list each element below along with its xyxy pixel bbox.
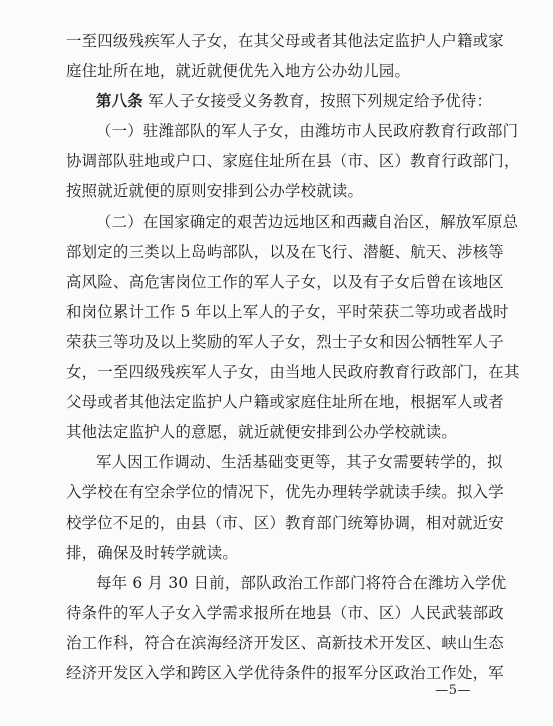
text-line (0, 207, 553, 237)
line-text: 父母或者其他法定监护人户籍或家庭住址所在地，根据军人或者 (66, 393, 504, 412)
line-text: 按照就近就便的原则安排到公办学校就读。 (66, 182, 364, 201)
text-line (0, 447, 553, 477)
text-line (0, 86, 553, 116)
line-text: 治工作科，符合在滨海经济开发区、高新技术开发区、峡山生态 (66, 633, 504, 652)
text-line (0, 598, 553, 628)
line-text: 入学校在有空余学位的情况下，优先办理转学就读手续。拟入学 (66, 483, 504, 502)
line-text: 其他法定监护人的意愿，就近就便安排到公办学校就读。 (66, 423, 458, 442)
text-line (0, 297, 553, 327)
line-text: 协调部队驻地或户口、家庭住址所在县（市、区）教育行政部门， (66, 152, 520, 171)
line-text: 每年 6 月 30 日前，部队政治工作部门将符合在潍坊入学优 (96, 573, 507, 592)
text-line (0, 508, 553, 538)
line-text: 一至四级残疾军人子女，在其父母或者其他法定监护人户籍或家 (66, 32, 504, 50)
line-text: 部划定的三类以上岛屿部队，以及在飞行、潜艇、航天、涉核等 (66, 242, 504, 261)
text-line (0, 387, 553, 417)
line-text: 军人因工作调动、生活基础变更等，其子女需要转学的，拟 (96, 453, 503, 472)
line-text: 高风险、高危害岗位工作的军人子女，以及有子女后曾在该地区 (66, 272, 504, 291)
line-text: 待条件的军人子女入学需求报所在地县（市、区）人民武装部政 (66, 603, 504, 622)
text-line (0, 357, 553, 387)
article-heading: 第八条 (96, 92, 143, 111)
text-line (0, 267, 553, 297)
text-line (0, 237, 553, 267)
line-text: 军人子女接受义务教育，按照下列规定给予优待： (142, 92, 493, 111)
text-line (0, 26, 553, 56)
text-line (0, 146, 553, 176)
page-number: —5— (435, 683, 471, 698)
line-text: 排，确保及时转学就读。 (66, 543, 239, 562)
text-line (0, 116, 553, 146)
text-line (0, 628, 553, 658)
document-body (0, 26, 553, 688)
text-line (0, 568, 553, 598)
line-text: 经济开发区入学和跨区入学优待条件的报军分区政治工作处，军 (66, 663, 504, 682)
text-line (0, 417, 553, 447)
text-line (0, 56, 553, 86)
text-line (0, 538, 553, 568)
line-text: 女，一至四级残疾军人子女，由当地人民政府教育行政部门，在其 (66, 363, 520, 382)
line-text: （一）驻潍部队的军人子女，由潍坊市人民政府教育行政部门 (96, 122, 519, 141)
line-text: 荣获三等功及以上奖励的军人子女，烈士子女和因公牺牲军人子 (66, 332, 504, 351)
line-text: 和岗位累计工作 5 年以上军人的子女，平时荣获二等功或者战时 (66, 302, 509, 321)
text-line (0, 477, 553, 507)
text-line (0, 176, 553, 206)
line-text: 校学位不足的，由县（市、区）教育部门统筹协调，相对就近安 (66, 513, 504, 532)
line-text: 庭住址所在地，就近就便优先入地方公办幼儿园。 (66, 62, 411, 81)
text-line (0, 327, 553, 357)
line-text: （二）在国家确定的艰苦边远地区和西藏自治区，解放军原总 (96, 212, 519, 231)
